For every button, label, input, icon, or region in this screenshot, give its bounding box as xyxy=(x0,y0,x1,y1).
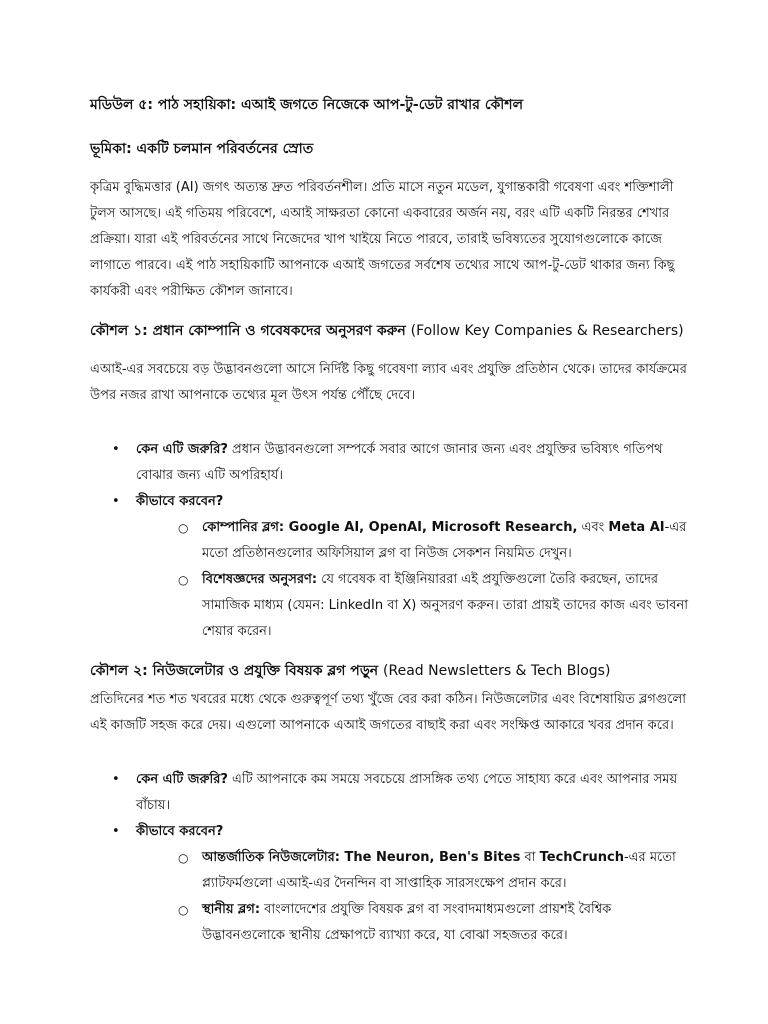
sub-list xyxy=(136,845,690,949)
local-blog-text: বাংলাদেশের প্রযুক্তি বিষয়ক ব্লগ বা সংবাদমাধ্যমগুলো প্রায়শই বৈশ্বিক উদ্ভাবনগুলোকে স্থানীয় প্রেক্ষাপটে ব্যাখ্যা করে, যা বোঝা সহজতর করে। xyxy=(202,902,612,943)
bullet-icon: • xyxy=(112,824,120,839)
strategy2-heading xyxy=(90,659,690,683)
list-item xyxy=(112,437,690,489)
local-blog-label: স্থানীয় ব্লগ: xyxy=(202,902,261,917)
why-label: কেন এটি জরুরি? xyxy=(136,772,228,787)
expert-follow-label: বিশেষজ্ঞদের অনুসরণ: xyxy=(202,572,318,587)
page-content xyxy=(90,93,690,963)
company-name-meta: Meta AI xyxy=(608,520,665,535)
module-title: মডিউল ৫: পাঠ সহায়িকা: এআই জগতে নিজেকে আপ-টু-ডেট রাখার কৌশল xyxy=(90,97,524,113)
why-text: প্রধান উদ্ভাবনগুলো সম্পর্কে সবার আগে জানার জন্য এবং প্রযুক্তির ভবিষ্যৎ গতিপথ বোঝার জন্য এটি অপরিহার্য। xyxy=(136,442,663,483)
company-blog-text: -এর মতো প্রতিষ্ঠানগুলোর অফিসিয়াল ব্লগ বা নিউজ সেকশন নিয়মিত দেখুন। xyxy=(202,520,687,561)
sub-list-item xyxy=(178,567,690,645)
circle-bullet-icon: ○ xyxy=(178,903,189,917)
circle-bullet-icon: ○ xyxy=(178,851,189,865)
strategy1-paragraph: এআই-এর সবচেয়ে বড় উদ্ভাবনগুলো আসে নির্দিষ্ট কিছু গবেষণা ল্যাব এবং প্রযুক্তি প্রতিষ্ঠান থেকে। তাদের কার্যক্রমের উপর নজর রাখা আপনাকে তথ্যের মূল উৎস পর্যন্ত পৌঁছে দেবে। xyxy=(90,362,687,403)
strategy1-heading-en: (Follow Key Companies & Researchers) xyxy=(410,323,684,339)
intro-paragraph: কৃত্রিম বুদ্ধিমত্তার (AI) জগৎ অত্যন্ত দ্রুত পরিবর্তনশীল। প্রতি মাসে নতুন মডেল, যুগান্তকারী গবেষণা এবং শক্তিশালী টুলস আসছে। এই গতিময় পরিবেশে, এআই সাক্ষরতা কোনো একবারের অর্জন নয়, বরং এটি একটি নিরন্তর শেখার প্রক্রিয়া। যারা এই পরিবর্তনের সাথে নিজেদের খাপ খাইয়ে নিতে পারবে, তারাই ভবিষ্যতের সুযোগগুলোকে কাজে লাগাতে পারবে। এই পাঠ সহায়িকাটি আপনাকে এআই জগতের সর্বশেষ তথ্যের সাথে আপ-টু-ডেট থাকার জন্য কিছু কার্যকরী এবং পরীক্ষিত কৌশল জানাবে। xyxy=(90,180,675,299)
sub-list xyxy=(136,515,690,645)
newsletter-names: The Neuron, Ben's Bites xyxy=(339,850,521,865)
strategy1-heading-bn: কৌশল ১: প্রধান কোম্পানি ও গবেষকদের অনুসরণ করুন xyxy=(90,323,406,339)
newsletter-text: -এর মতো প্ল্যাটফর্মগুলো এআই-এর দৈনন্দিন বা সাপ্তাহিক সারসংক্ষেপ প্রদান করে। xyxy=(202,850,676,891)
bullet-icon: • xyxy=(112,772,120,787)
company-names: Google AI, OpenAI, Microsoft Research, xyxy=(284,520,578,535)
strategy2-paragraph: প্রতিদিনের শত শত খবরের মধ্যে থেকে গুরুত্বপূর্ণ তথ্য খুঁজে বের করা কঠিন। নিউজলেটার এবং বিশেষায়িত ব্লগগুলো এই কাজটি সহজ করে দেয়। এগুলো আপনাকে এআই জগতের বাছাই করা এবং সংক্ষিপ্ত আকারে খবর প্রদান করে। xyxy=(90,692,686,733)
bullet-icon: • xyxy=(112,442,120,457)
strategy2-heading-en: (Read Newsletters & Tech Blogs) xyxy=(383,663,611,679)
intro-heading: ভূমিকা: একটি চলমান পরিবর্তনের স্রোত xyxy=(90,141,314,157)
why-label: কেন এটি জরুরি? xyxy=(136,442,228,457)
expert-follow-text: যে গবেষক বা ইঞ্জিনিয়াররা এই প্রযুক্তিগুলো তৈরি করছেন, তাদের সামাজিক মাধ্যম (যেমন: LinkedIn বা X) অনুসরণ করুন। তারা প্রায়ই তাদের কাজ এবং ভাবনা শেয়ার করেন। xyxy=(202,572,689,639)
sub-list-item xyxy=(178,845,690,897)
bullet-icon: • xyxy=(112,494,120,509)
strategy1-heading xyxy=(90,319,690,343)
connector-text: এবং xyxy=(577,520,609,535)
strategy2-list xyxy=(90,767,690,949)
list-item xyxy=(112,819,690,949)
how-label: কীভাবে করবেন? xyxy=(136,824,224,839)
why-text: এটি আপনাকে কম সময়ে সবচেয়ে প্রাসঙ্গিক তথ্য পেতে সাহায্য করে এবং আপনার সময় বাঁচায়। xyxy=(136,772,678,813)
newsletter-name-techcrunch: TechCrunch xyxy=(539,850,624,865)
circle-bullet-icon: ○ xyxy=(178,573,189,587)
how-label: কীভাবে করবেন? xyxy=(136,494,224,509)
list-item xyxy=(112,489,690,645)
newsletter-label: আন্তর্জাতিক নিউজলেটার: xyxy=(202,850,340,865)
sub-list-item xyxy=(178,515,690,567)
company-blog-label: কোম্পানির ব্লগ: xyxy=(202,520,285,535)
list-item xyxy=(112,767,690,819)
connector-text: বা xyxy=(520,850,540,865)
sub-list-item xyxy=(178,897,690,949)
strategy2-heading-bn: কৌশল ২: নিউজলেটার ও প্রযুক্তি বিষয়ক ব্লগ পড়ুন xyxy=(90,663,379,679)
strategy1-list xyxy=(90,437,690,645)
circle-bullet-icon: ○ xyxy=(178,521,189,535)
